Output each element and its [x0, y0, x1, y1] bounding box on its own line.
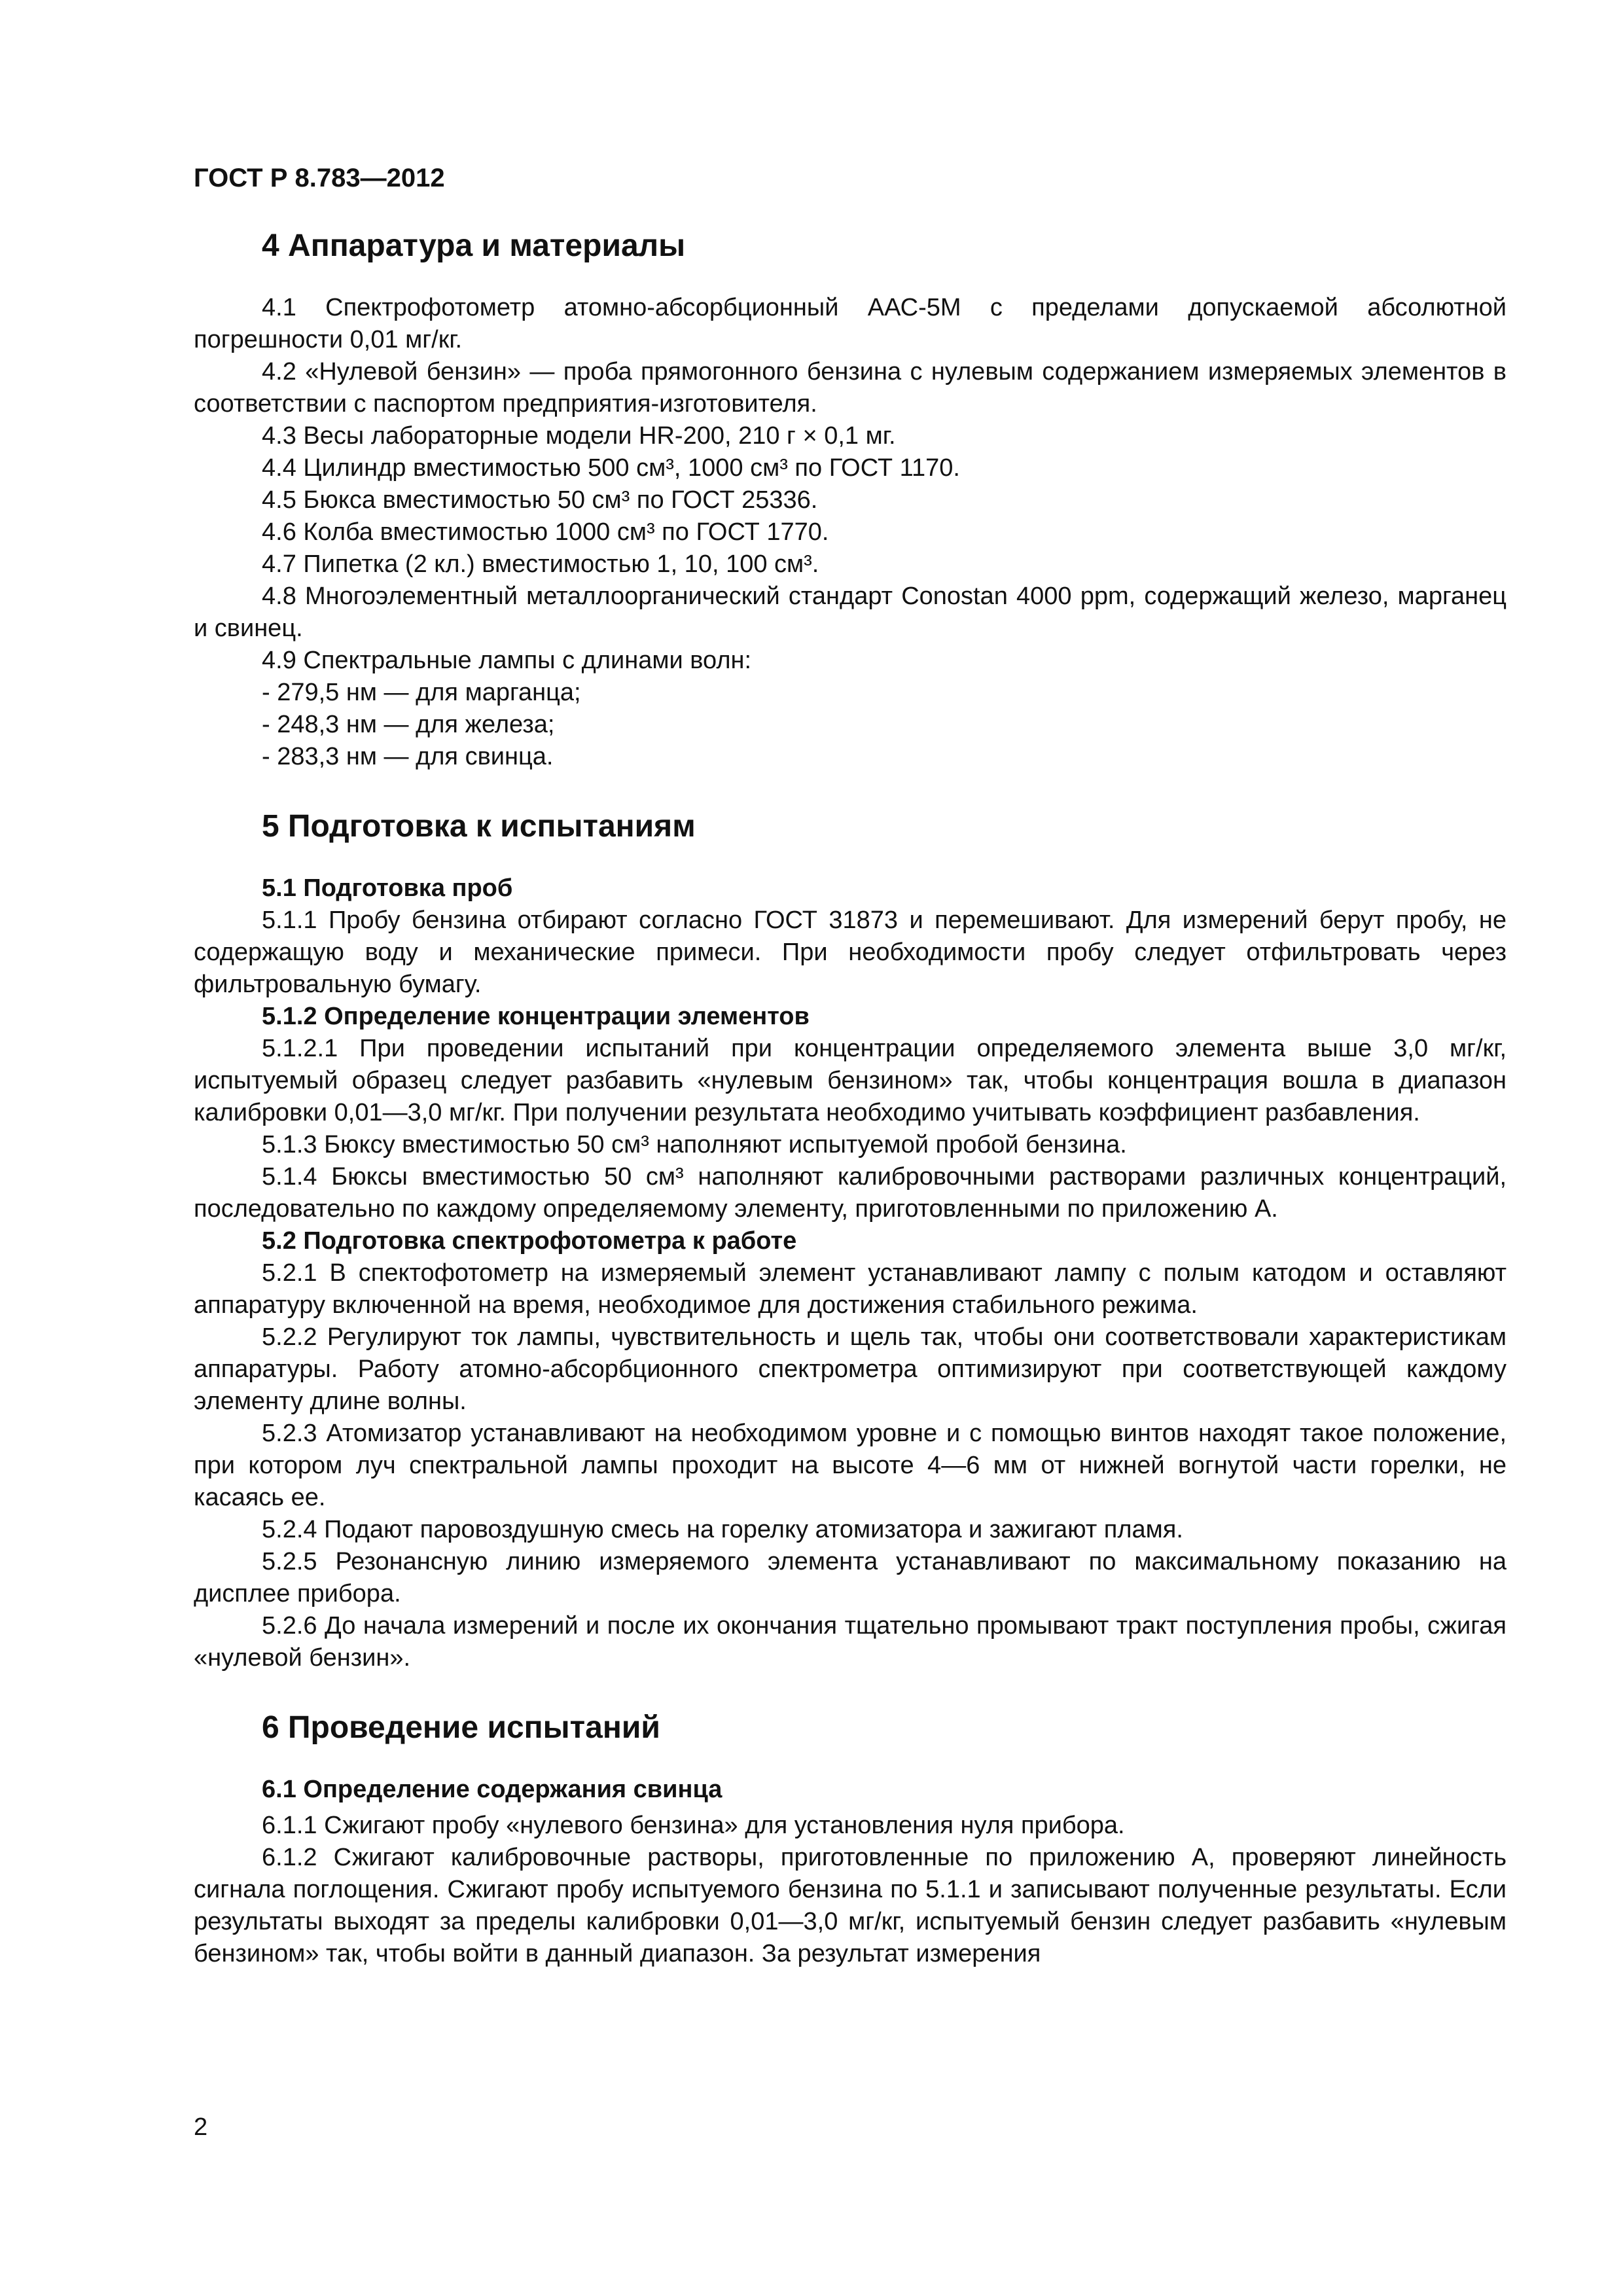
paragraph-5-1-1: 5.1.1 Пробу бензина отбирают согласно ГОСТ 31873 и перемешивают. Для измерений берут пробу, не содержащую воду и механические примеси. При необходимости пробу следует отфильтровать через фильтровальную бумагу. — [194, 906, 1507, 998]
subsection-5-1-2-heading: 5.1.2 Определение концентрации элементов — [262, 1003, 810, 1030]
paragraph-5-1-2-1: 5.1.2.1 При проведении испытаний при концентрации определяемого элемента выше 3,0 мг/кг, испытуемый образец следует разбавить «нулевым бензином» так, чтобы концентрация вошла в диапазон калибровки 0,01—3,0 мг/кг. При получении результата необходимо учитывать коэффициент разбавления. — [194, 1035, 1507, 1126]
paragraph-5-1-3: 5.1.3 Бюксу вместимостью 50 см³ наполняют испытуемой пробой бензина. — [262, 1131, 1127, 1158]
paragraph-5-2-3: 5.2.3 Атомизатор устанавливают на необходимом уровне и с помощью винтов находят такое положение, при котором луч спектральной лампы проходит на высоте 4—6 мм от нижней вогнутой части горелки, не касаясь ее. — [194, 1420, 1507, 1511]
document-code-header: ГОСТ Р 8.783—2012 — [194, 164, 445, 192]
subsection-5-2-heading: 5.2 Подготовка спектрофотометра к работе — [262, 1227, 797, 1255]
paragraph-5-2-5: 5.2.5 Резонансную линию измеряемого элемента устанавливают по максимальному показанию на дисплее прибора. — [194, 1548, 1507, 1607]
page-number: 2 — [194, 2113, 208, 2141]
paragraph-5-2-2: 5.2.2 Регулируют ток лампы, чувствительность и щель так, чтобы они соответствовали характеристикам аппаратуры. Работу атомно-абсорбционного спектрометра оптимизируют при соответствующей каждому элементу длине волны. — [194, 1323, 1507, 1415]
paragraph-4-5: 4.5 Бюкса вместимостью 50 см³ по ГОСТ 25336. — [262, 486, 818, 514]
paragraph-4-4: 4.4 Цилиндр вместимостью 500 см³, 1000 см³ по ГОСТ 1170. — [262, 454, 960, 482]
paragraph-5-1-4: 5.1.4 Бюксы вместимостью 50 см³ наполняют калибровочными растворами различных концентраций, последовательно по каждому определяемому элементу, приготовленными по приложению А. — [194, 1163, 1507, 1223]
document-body — [194, 223, 1507, 1970]
subsection-5-1-heading: 5.1 Подготовка проб — [262, 874, 513, 902]
list-item: - 248,3 нм — для железа; — [262, 711, 555, 738]
paragraph-5-2-4: 5.2.4 Подают паровоздушную смесь на горелку атомизатора и зажигают пламя. — [262, 1516, 1183, 1543]
paragraph-4-1: 4.1 Спектрофотометр атомно-абсорбционный ААС-5М с пределами допускаемой абсолютной погрешности 0,01 мг/кг. — [194, 294, 1507, 353]
section-6-heading: 6 Проведение испытаний — [262, 1710, 660, 1745]
paragraph-4-2: 4.2 «Нулевой бензин» — проба прямогонного бензина с нулевым содержанием измеряемых элементов в соответствии с паспортом предприятия-изготовителя. — [194, 358, 1507, 418]
list-item: - 279,5 нм — для марганца; — [262, 679, 581, 706]
paragraph-4-7: 4.7 Пипетка (2 кл.) вместимостью 1, 10, 100 см³. — [262, 550, 819, 578]
list-item: - 283,3 нм — для свинца. — [262, 743, 554, 770]
paragraph-4-6: 4.6 Колба вместимостью 1000 см³ по ГОСТ 1770. — [262, 518, 829, 546]
section-4-heading: 4 Аппаратура и материалы — [262, 228, 686, 263]
subsection-6-1-heading: 6.1 Определение содержания свинца — [262, 1776, 722, 1803]
paragraph-6-1-1: 6.1.1 Сжигают пробу «нулевого бензина» для установления нуля прибора. — [262, 1812, 1125, 1839]
paragraph-5-2-1: 5.2.1 В спектофотометр на измеряемый элемент устанавливают лампу с полым катодом и оставляют аппаратуру включенной на время, необходимое для достижения стабильного режима. — [194, 1259, 1507, 1319]
paragraph-4-8: 4.8 Многоэлементный металлоорганический стандарт Conostan 4000 ppm, содержащий железо, марганец и свинец. — [194, 583, 1507, 642]
section-5-heading: 5 Подготовка к испытаниям — [262, 809, 696, 844]
paragraph-4-3: 4.3 Весы лабораторные модели HR-200, 210 г × 0,1 мг. — [262, 422, 896, 450]
paragraph-5-2-6: 5.2.6 До начала измерений и после их окончания тщательно промывают тракт поступления пробы, сжигая «нулевой бензин». — [194, 1612, 1507, 1672]
paragraph-4-9: 4.9 Спектральные лампы с длинами волн: — [262, 647, 752, 674]
paragraph-6-1-2: 6.1.2 Сжигают калибровочные растворы, приготовленные по приложению А, проверяют линейность сигнала поглощения. Сжигают пробу испытуемого бензина по 5.1.1 и записывают полученные результаты. Если результаты выходят за пределы калибровки 0,01—3,0 мг/кг, испытуемый бензин следует разбавить «нулевым бензином» так, чтобы войти в данный диапазон. За результат измерения — [194, 1844, 1507, 1967]
